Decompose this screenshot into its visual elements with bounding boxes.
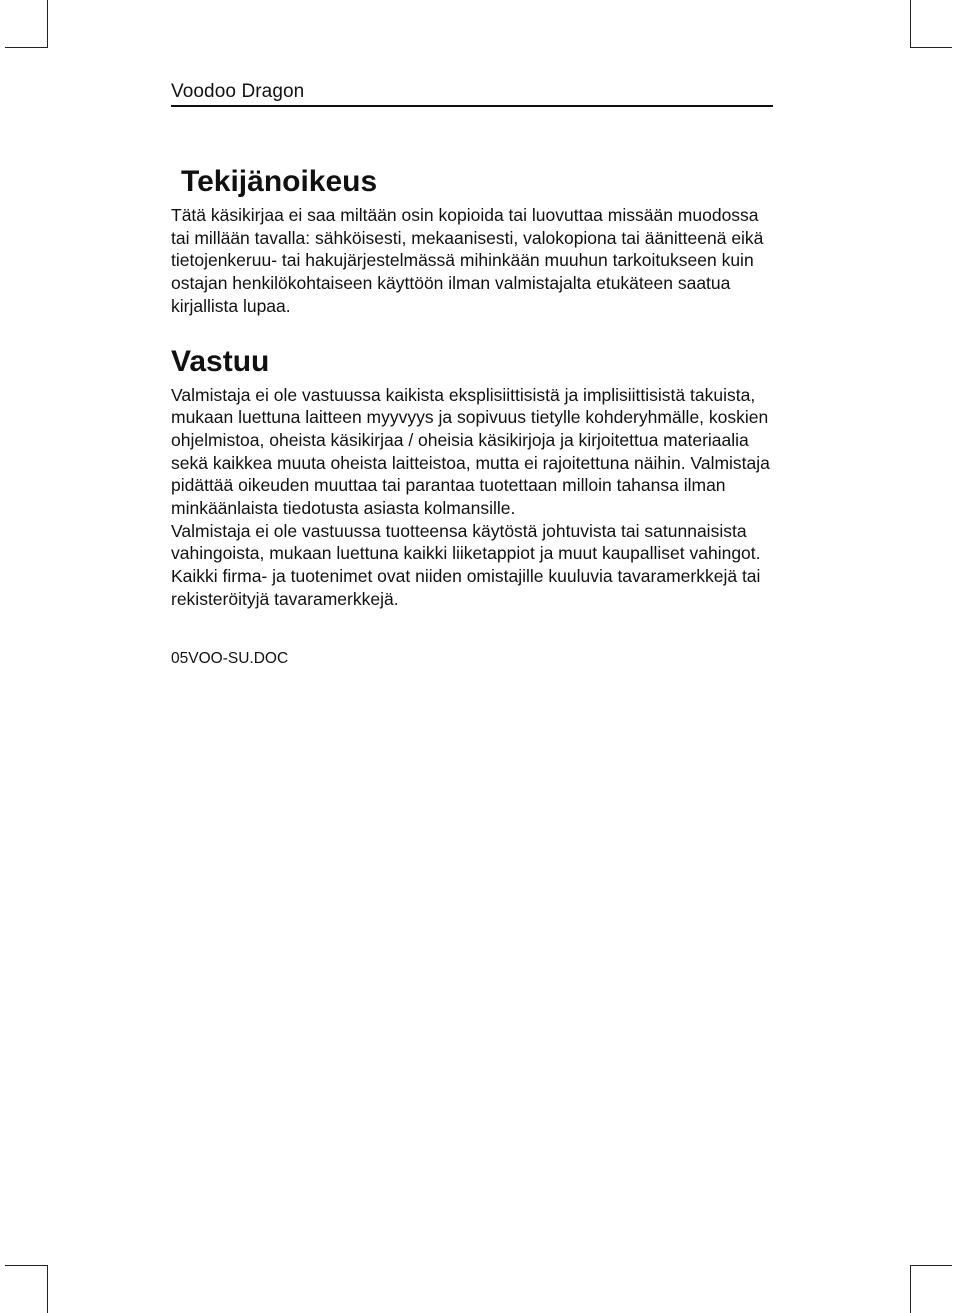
crop-mark-bottom-left-horizontal: [5, 1265, 47, 1266]
crop-mark-top-left-vertical: [47, 0, 48, 48]
crop-mark-bottom-right-vertical: [910, 1265, 911, 1313]
crop-mark-top-right-vertical: [910, 0, 911, 48]
liability-section: [171, 340, 771, 611]
liability-paragraph: Valmistaja ei ole vastuussa kaikista eksplisiittisistä ja implisiittisistä takuista, mukaan luettuna laitteen myyvyys ja sopivuus tietylle kohderyhmälle, koskien ohjelmistoa, oheista käsikirjaa / oheisia käsikirjoja ja kirjoitettua materiaalia sekä kaikkea muuta oheista laitteistoa, mutta ei rajoitettuna näihin. Valmistaja pidättää oikeuden muuttaa tai parantaa tuotettaan milloin tahansa ilman minkäänlaista tiedotusta asiasta kolmansille.: [171, 384, 770, 519]
crop-mark-top-left-horizontal: [5, 47, 47, 48]
copyright-section: [171, 160, 771, 318]
page-content: [171, 160, 771, 669]
running-header-title: Voodoo Dragon: [171, 81, 305, 102]
trademark-paragraph: Kaikki firma- ja tuotenimet ovat niiden omistajille kuuluvia tavaramerkkejä tai rekisteröityjä tavaramerkkejä.: [171, 566, 761, 609]
crop-mark-bottom-right-horizontal: [910, 1265, 952, 1266]
liability-paragraph: Valmistaja ei ole vastuussa tuotteensa käytöstä johtuvista tai satunnaisista vahingoista, mukaan luettuna kaikki liiketappiot ja muut kaupalliset vahingot.: [171, 520, 761, 564]
header-rule: [171, 105, 773, 107]
crop-mark-top-right-horizontal: [910, 47, 952, 48]
crop-mark-bottom-left-vertical: [47, 1265, 48, 1313]
liability-heading: Vastuu: [171, 344, 270, 378]
copyright-heading: Tekijänoikeus: [181, 165, 378, 198]
document-code: 05VOO-SU.DOC: [171, 649, 289, 667]
copyright-paragraph: Tätä käsikirjaa ei saa miltään osin kopioida tai luovuttaa missään muodossa tai millään tavalla: sähköisesti, mekaanisesti, valokopiona tai äänitteenä eikä tietojenkeruu- tai hakujärjestelmässä mihinkään muuhun tarkoitukseen kuin ostajan henkilökohtaiseen käyttöön ilman valmistajalta etukäteen saatua kirjallista lupaa.: [171, 205, 764, 316]
